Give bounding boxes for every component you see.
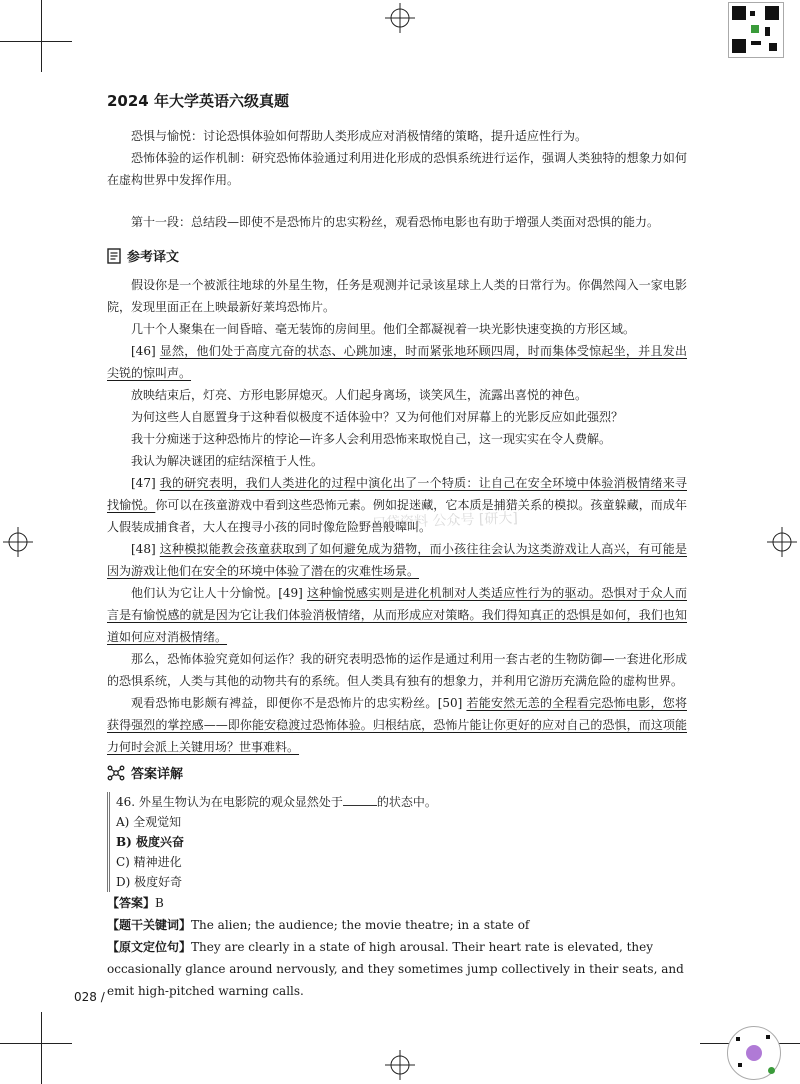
blank-line	[343, 793, 377, 806]
crop-mark	[0, 1043, 72, 1044]
translation-paragraph: 为何这些人自愿置身于这种看似极度不适体验中？又为何他们对屏幕上的光影反应如此强烈？	[131, 410, 624, 424]
keyword-label: 【题干关键词】	[107, 918, 192, 932]
registration-mark-icon	[385, 3, 415, 33]
qr-code-icon	[728, 2, 784, 58]
document-icon	[107, 248, 121, 264]
answers-heading	[107, 763, 183, 782]
crop-mark	[41, 0, 42, 72]
question-text: 46. 外星生物认为在电影院的观众显然处于	[116, 795, 343, 809]
paragraph-text: 观看恐怖电影颇有裨益，即便你不是恐怖片的忠实粉丝。	[131, 696, 438, 710]
underlined-answer-text: 显然，他们处于高度亢奋的状态、心跳加速，时而紧张地环顾四周，时而集体受惊起坐，并且发出尖锐的惊叫声。	[107, 344, 687, 380]
translation-paragraph: 放映结束后，灯亮、方形电影屏熄灭。人们起身离场，谈笑风生，流露出喜悦的神色。	[131, 388, 588, 402]
keyword-value: The alien; the audience; the movie theatre; in a state of	[191, 918, 530, 932]
paragraph-text: 你可以在孩童游戏中看到这些恐怖元素。例如捉迷藏，它本质是捕猎关系的模拟。孩童躲藏，而成年人假装成捕食者，大人在搜寻小孩的同时像危险野兽般嗥叫。	[107, 498, 687, 534]
translation-heading-label: 参考译文	[127, 250, 180, 265]
translation-heading	[107, 246, 179, 265]
locate-label: 【原文定位句】	[107, 940, 192, 954]
underlined-answer-text: 我的研究表明，我们人类进化的过程中演化出了一个特质：让自己在安全环境中体验消极情绪来寻找愉悦。	[107, 476, 687, 512]
intro-line: 恐惧与愉悦：讨论恐惧体验如何帮助人类形成应对消极情绪的策略，提升适应性行为。	[131, 129, 588, 143]
molecule-icon	[107, 765, 125, 781]
page-number: 028 /	[74, 990, 105, 1004]
question-marker: [50]	[437, 696, 463, 710]
answers-heading-label: 答案详解	[131, 767, 184, 782]
locate-value: They are clearly in a state of high arousal. Their heart rate is elevated, they occasionally glance around nervously, and they sometimes jump collectively in their seats, and emit high-pitched warning calls.	[107, 940, 684, 998]
option-a: A) 全观觉知	[116, 815, 182, 829]
translation-paragraph: 几十个人聚集在一间昏暗、毫无装饰的房间里。他们全都凝视着一块光影快速变换的方形区域。	[131, 322, 636, 336]
page-title: 2024 年大学英语六级真题	[107, 92, 289, 110]
crop-mark	[41, 1012, 42, 1084]
translation-paragraph: 我认为解决谜团的症结深植于人性。	[131, 454, 324, 468]
question-marker: [47]	[131, 476, 156, 490]
crop-mark	[0, 41, 72, 42]
translation-paragraph	[107, 340, 687, 384]
translation-paragraph	[107, 538, 687, 582]
intro-line: 恐怖体验的运作机制：研究恐怖体验通过利用进化形成的恐惧系统进行运作，强调人类独特的想象力如何在虚构世界中发挥作用。	[107, 151, 687, 187]
registration-mark-icon	[385, 1050, 415, 1080]
intro-line: 第十一段：总结段—即使不是恐怖片的忠实粉丝，观看恐怖电影也有助于增强人类面对恐惧的能力。	[131, 215, 660, 229]
keyword-line	[107, 914, 687, 936]
underlined-answer-text: 这种模拟能教会孩童获取到了如何避免成为猎物，而小孩往往会认为这类游戏让人高兴，有可能是因为游戏让他们在安全的环境中体验了潜在的灾难性场景。	[107, 542, 687, 578]
mini-program-code-icon	[727, 1026, 781, 1080]
option-b: B) 极度兴奋	[116, 835, 184, 849]
answer-label: 【答案】	[107, 896, 156, 910]
translation-paragraph	[107, 692, 687, 758]
option-d: D) 极度好奇	[116, 875, 183, 889]
locate-line	[107, 936, 687, 1002]
answer-line	[107, 892, 687, 914]
question-text: 的状态中。	[376, 795, 437, 809]
question-marker: [46]	[131, 344, 156, 358]
question-marker: [49]	[278, 586, 303, 600]
paragraph-text: 他们认为它让人十分愉悦。	[131, 586, 279, 600]
underlined-answer-text: 这种愉悦感实则是进化机制对人类适应性行为的驱动。恐惧对于众人而言是有愉悦感的就是因为它让我们体验消极情绪，从而形成应对策略。我们得知真正的恐惧是如何，我们也知道如何应对消极情绪。	[107, 586, 687, 644]
underlined-answer-text: 若能安然无恙的全程看完恐怖电影，您将获得强烈的掌控感——即你能安稳渡过恐怖体验。归根结底，恐怖片能让你更好的应对自己的恐惧，而这项能力何时会派上关键用场？世事难料。	[107, 696, 687, 754]
question-stem	[116, 792, 687, 812]
question-block	[107, 792, 687, 892]
translation-paragraph: 假设你是一个被派往地球的外星生物，任务是观测并记录该星球上人类的日常行为。你偶然闯入一家电影院，发现里面正在上映最新好莱坞恐怖片。	[107, 278, 687, 314]
translation-paragraph	[107, 582, 687, 648]
registration-mark-icon	[767, 527, 797, 557]
registration-mark-icon	[3, 527, 33, 557]
question-marker: [48]	[131, 542, 156, 556]
answer-value: B	[155, 896, 164, 910]
watermark: 口袋资料 公众号 [研大]	[371, 510, 519, 532]
option-c: C) 精神进化	[116, 855, 182, 869]
translation-paragraph: 那么，恐怖体验究竟如何运作？我的研究表明恐怖的运作是通过利用一套古老的生物防御—一套进化形成的恐惧系统，人类与其他的动物共有的系统。但人类具有独有的想象力，并利用它游历充满危险的虚构世界。	[107, 652, 687, 688]
translation-paragraph: 我十分痴迷于这种恐怖片的悖论—许多人会利用恐怖来取悦自己，这一现实实在令人费解。	[131, 432, 612, 446]
